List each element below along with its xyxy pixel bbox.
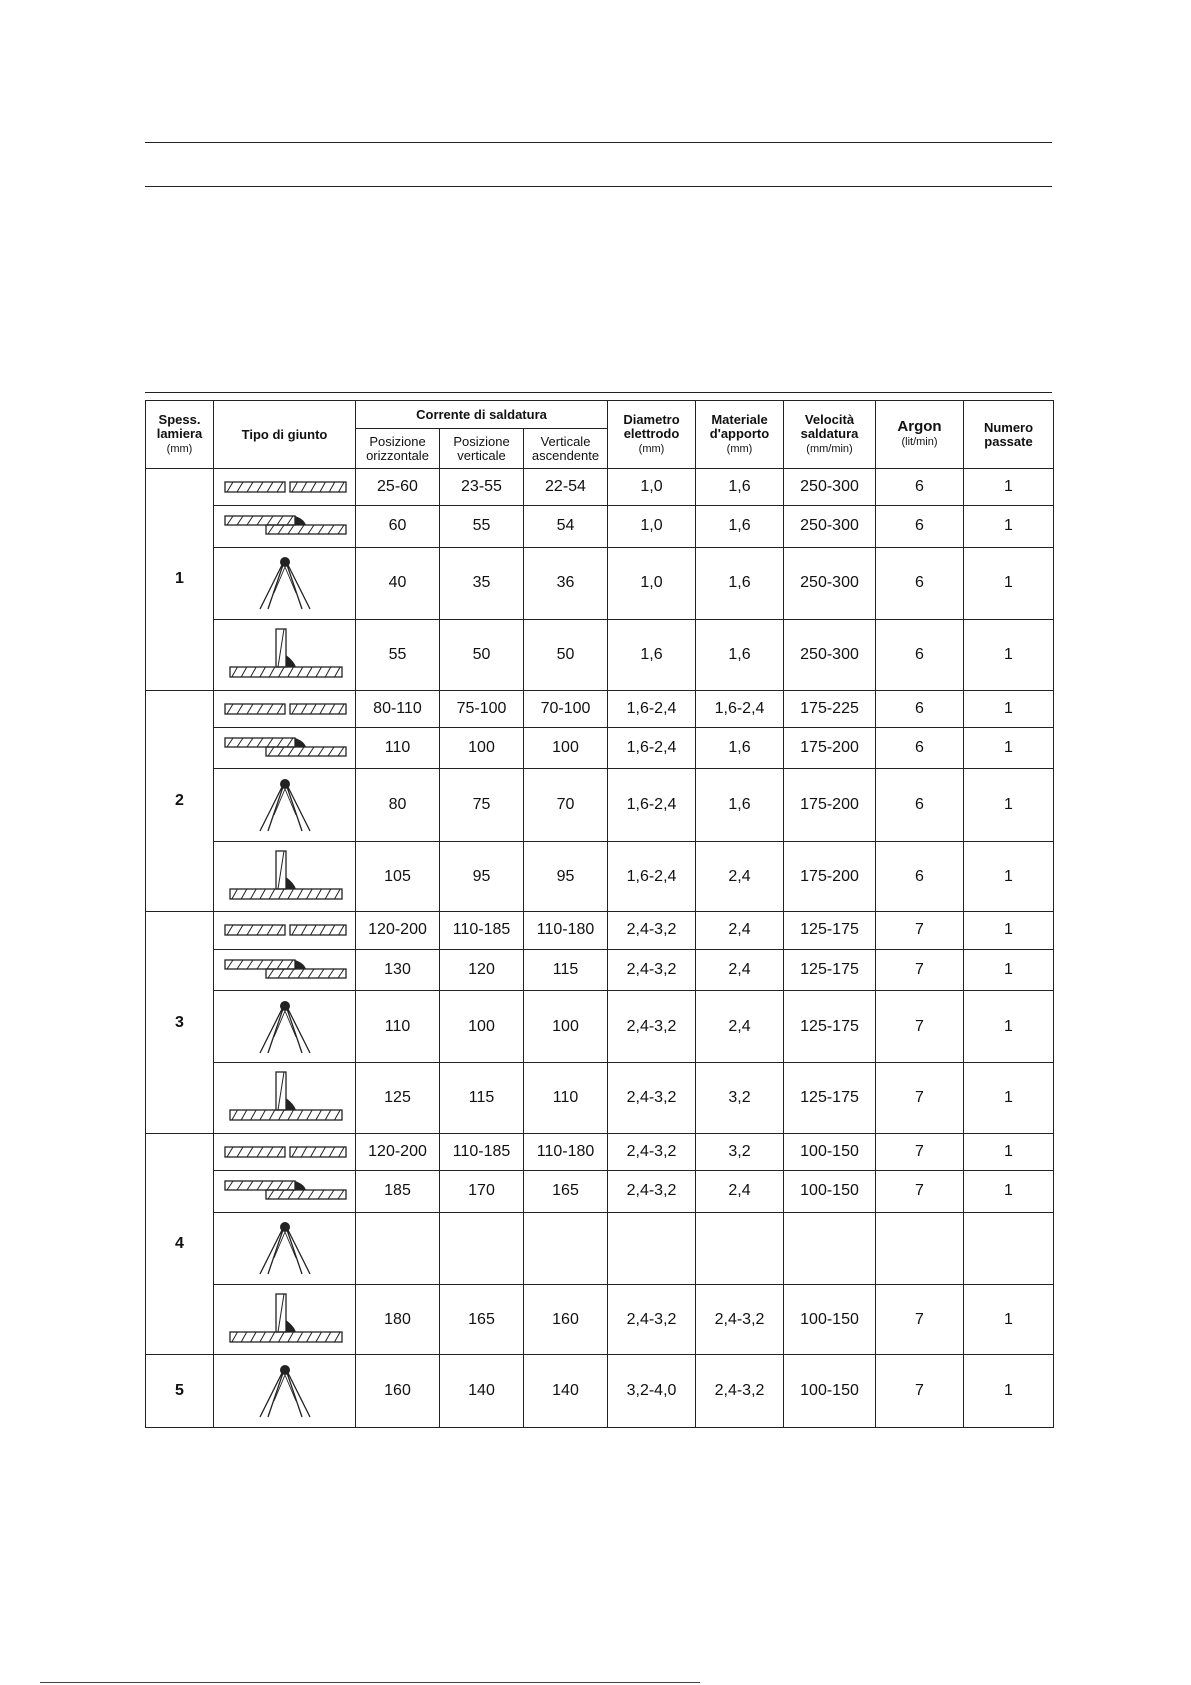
table-row — [146, 912, 1054, 949]
butt-joint-icon — [220, 699, 350, 719]
ascending-current-cell: 100 — [524, 990, 608, 1062]
pass-count-cell: 1 — [964, 912, 1054, 949]
welding-speed-cell: 100-150 — [784, 1285, 876, 1355]
welding-speed-header: Velocità saldatura (mm/min) — [784, 401, 876, 469]
joint-type-cell — [214, 949, 356, 990]
filler-diameter-cell: 1,6 — [696, 769, 784, 841]
filler-diameter-cell: 1,6 — [696, 727, 784, 768]
tee-joint-icon — [220, 1290, 350, 1350]
table-row — [146, 1133, 1054, 1170]
welding-speed-cell: 100-150 — [784, 1355, 876, 1428]
corner-joint-icon — [250, 997, 320, 1057]
corner-joint-icon — [250, 553, 320, 613]
table-row — [146, 547, 1054, 619]
welding-speed-cell: 175-200 — [784, 727, 876, 768]
welding-speed-cell: 125-175 — [784, 1063, 876, 1133]
argon-flow-cell: 7 — [876, 1063, 964, 1133]
ascending-current-cell: 110-180 — [524, 912, 608, 949]
filler-diameter-cell: 2,4 — [696, 912, 784, 949]
pass-count-cell: 1 — [964, 1171, 1054, 1212]
welding-speed-cell: 175-200 — [784, 841, 876, 911]
horizontal-current-cell: 25-60 — [356, 469, 440, 506]
thickness-header: Spess. lamiera (mm) — [146, 401, 214, 469]
pass-count-cell: 1 — [964, 727, 1054, 768]
vertical-current-cell: 170 — [440, 1171, 524, 1212]
bottom-rule — [40, 1682, 700, 1683]
ascending-current-cell: 22-54 — [524, 469, 608, 506]
pass-count-cell: 1 — [964, 547, 1054, 619]
joint-type-cell — [214, 1133, 356, 1170]
joint-type-cell — [214, 1285, 356, 1355]
thickness-cell: 2 — [146, 690, 214, 912]
welding-speed-cell: 250-300 — [784, 620, 876, 690]
vertical-current-cell: 95 — [440, 841, 524, 911]
argon-flow-cell: 7 — [876, 949, 964, 990]
welding-speed-cell: 125-175 — [784, 912, 876, 949]
table-row — [146, 727, 1054, 768]
pass-count-cell: 1 — [964, 1063, 1054, 1133]
filler-diameter-cell: 1,6 — [696, 547, 784, 619]
electrode-diameter-cell: 1,6-2,4 — [608, 727, 696, 768]
ascending-current-cell: 36 — [524, 547, 608, 619]
butt-joint-icon — [220, 920, 350, 940]
vertical-current-cell — [440, 1212, 524, 1284]
argon-flow-cell: 6 — [876, 506, 964, 547]
electrode-diameter-cell: 2,4-3,2 — [608, 1285, 696, 1355]
vertical-current-cell: 75-100 — [440, 690, 524, 727]
joint-type-cell — [214, 1171, 356, 1212]
argon-flow-cell: 6 — [876, 469, 964, 506]
table-row — [146, 469, 1054, 506]
argon-flow-cell: 7 — [876, 1133, 964, 1170]
joint-type-cell — [214, 469, 356, 506]
horizontal-current-cell: 55 — [356, 620, 440, 690]
horizontal-current-cell: 80-110 — [356, 690, 440, 727]
welding-speed-cell: 125-175 — [784, 990, 876, 1062]
horizontal-current-cell: 60 — [356, 506, 440, 547]
vertical-current-cell: 23-55 — [440, 469, 524, 506]
electrode-diameter-cell — [608, 1212, 696, 1284]
joint-type-cell — [214, 1212, 356, 1284]
filler-diameter-cell — [696, 1212, 784, 1284]
pass-count-cell: 1 — [964, 506, 1054, 547]
joint-type-cell — [214, 727, 356, 768]
horizontal-current-cell: 120-200 — [356, 1133, 440, 1170]
pass-count-cell: 1 — [964, 620, 1054, 690]
electrode-diameter-cell: 3,2-4,0 — [608, 1355, 696, 1428]
vertical-current-cell: 115 — [440, 1063, 524, 1133]
horizontal-current-cell — [356, 1212, 440, 1284]
joint-type-cell — [214, 620, 356, 690]
tee-joint-icon — [220, 1068, 350, 1128]
joint-type-cell — [214, 912, 356, 949]
table-row — [146, 690, 1054, 727]
argon-flow-cell: 6 — [876, 620, 964, 690]
argon-flow-cell: 7 — [876, 990, 964, 1062]
electrode-diameter-cell: 2,4-3,2 — [608, 1063, 696, 1133]
argon-flow-cell: 7 — [876, 1285, 964, 1355]
ascending-current-cell: 165 — [524, 1171, 608, 1212]
pass-count-cell: 1 — [964, 990, 1054, 1062]
argon-flow-cell — [876, 1212, 964, 1284]
joint-type-cell — [214, 506, 356, 547]
corner-joint-icon — [250, 1361, 320, 1421]
joint-type-cell — [214, 690, 356, 727]
current-header: Corrente di saldatura — [356, 401, 608, 429]
filler-diameter-cell: 2,4 — [696, 949, 784, 990]
argon-flow-cell: 7 — [876, 1355, 964, 1428]
table-row — [146, 769, 1054, 841]
ascending-current-cell — [524, 1212, 608, 1284]
vertical-current-cell: 100 — [440, 990, 524, 1062]
welding-speed-cell: 250-300 — [784, 547, 876, 619]
electrode-diameter-cell: 2,4-3,2 — [608, 912, 696, 949]
joint-type-cell — [214, 1063, 356, 1133]
passes-header: Numero passate — [964, 401, 1054, 469]
horizontal-current-cell: 180 — [356, 1285, 440, 1355]
vertical-current-cell: 165 — [440, 1285, 524, 1355]
horizontal-current-cell: 160 — [356, 1355, 440, 1428]
top-rule — [145, 142, 1052, 143]
argon-flow-cell: 6 — [876, 841, 964, 911]
argon-flow-cell: 6 — [876, 727, 964, 768]
lap-joint-icon — [220, 955, 350, 985]
table-row — [146, 1212, 1054, 1284]
butt-joint-icon — [220, 477, 350, 497]
welding-speed-cell: 100-150 — [784, 1133, 876, 1170]
vertical-current-cell: 75 — [440, 769, 524, 841]
table-row — [146, 1285, 1054, 1355]
electrode-diameter-cell: 2,4-3,2 — [608, 1133, 696, 1170]
joint-type-cell — [214, 547, 356, 619]
ascending-current-cell: 110 — [524, 1063, 608, 1133]
electrode-diameter-cell: 1,0 — [608, 547, 696, 619]
welding-speed-cell: 100-150 — [784, 1171, 876, 1212]
electrode-diameter-cell: 1,6-2,4 — [608, 841, 696, 911]
filler-diameter-cell: 1,6-2,4 — [696, 690, 784, 727]
table-row — [146, 1171, 1054, 1212]
electrode-diameter-cell: 2,4-3,2 — [608, 1171, 696, 1212]
filler-diameter-cell: 3,2 — [696, 1133, 784, 1170]
electrode-diameter-cell: 1,0 — [608, 506, 696, 547]
lap-joint-icon — [220, 511, 350, 541]
vertical-current-cell: 100 — [440, 727, 524, 768]
filler-diameter-cell: 2,4-3,2 — [696, 1285, 784, 1355]
pass-count-cell: 1 — [964, 1285, 1054, 1355]
ascending-current-cell: 160 — [524, 1285, 608, 1355]
butt-joint-icon — [220, 1142, 350, 1162]
ascending-current-cell: 54 — [524, 506, 608, 547]
table-row — [146, 990, 1054, 1062]
table-top-rule — [145, 392, 1052, 393]
horizontal-current-cell: 105 — [356, 841, 440, 911]
horizontal-current-cell: 185 — [356, 1171, 440, 1212]
filler-diameter-cell: 2,4 — [696, 841, 784, 911]
ascending-current-cell: 140 — [524, 1355, 608, 1428]
thickness-cell: 3 — [146, 912, 214, 1134]
corner-joint-icon — [250, 1218, 320, 1278]
electrode-diameter-cell: 2,4-3,2 — [608, 949, 696, 990]
joint-type-cell — [214, 1355, 356, 1428]
lap-joint-icon — [220, 1176, 350, 1206]
filler-diameter-cell: 2,4 — [696, 1171, 784, 1212]
pass-count-cell: 1 — [964, 469, 1054, 506]
thickness-cell: 4 — [146, 1133, 214, 1355]
ascending-current-cell: 95 — [524, 841, 608, 911]
table-row — [146, 506, 1054, 547]
pass-count-cell — [964, 1212, 1054, 1284]
electrode-diameter-cell: 1,6-2,4 — [608, 769, 696, 841]
welding-speed-cell: 175-225 — [784, 690, 876, 727]
pass-count-cell: 1 — [964, 1355, 1054, 1428]
horizontal-current-cell: 130 — [356, 949, 440, 990]
tee-joint-icon — [220, 625, 350, 685]
table-row — [146, 1063, 1054, 1133]
welding-parameters-table — [145, 400, 1054, 1428]
welding-speed-cell: 175-200 — [784, 769, 876, 841]
pass-count-cell: 1 — [964, 949, 1054, 990]
corner-joint-icon — [250, 775, 320, 835]
filler-material-header: Materiale d'apporto (mm) — [696, 401, 784, 469]
table-row — [146, 1355, 1054, 1428]
vertical-current-cell: 110-185 — [440, 1133, 524, 1170]
table-row — [146, 949, 1054, 990]
ascending-current-cell: 70-100 — [524, 690, 608, 727]
vertical-current-cell: 140 — [440, 1355, 524, 1428]
argon-flow-cell: 6 — [876, 690, 964, 727]
horizontal-current-cell: 110 — [356, 990, 440, 1062]
vertical-current-cell: 50 — [440, 620, 524, 690]
argon-flow-cell: 6 — [876, 547, 964, 619]
joint-type-cell — [214, 990, 356, 1062]
argon-flow-cell: 7 — [876, 1171, 964, 1212]
ascending-current-cell: 110-180 — [524, 1133, 608, 1170]
ascending-current-cell: 115 — [524, 949, 608, 990]
horizontal-current-cell: 110 — [356, 727, 440, 768]
thickness-cell: 5 — [146, 1355, 214, 1428]
ascending-current-cell: 50 — [524, 620, 608, 690]
ascending-current-cell: 100 — [524, 727, 608, 768]
horizontal-position-header: Posizione orizzontale — [356, 429, 440, 469]
pass-count-cell: 1 — [964, 690, 1054, 727]
electrode-diameter-cell: 1,6-2,4 — [608, 690, 696, 727]
filler-diameter-cell: 1,6 — [696, 506, 784, 547]
electrode-diameter-cell: 1,0 — [608, 469, 696, 506]
vertical-ascending-header: Verticale ascendente — [524, 429, 608, 469]
electrode-diameter-cell: 1,6 — [608, 620, 696, 690]
pass-count-cell: 1 — [964, 769, 1054, 841]
welding-speed-cell: 125-175 — [784, 949, 876, 990]
ascending-current-cell: 70 — [524, 769, 608, 841]
welding-speed-cell: 250-300 — [784, 469, 876, 506]
table-row — [146, 620, 1054, 690]
second-rule — [145, 186, 1052, 187]
electrode-diameter-cell: 2,4-3,2 — [608, 990, 696, 1062]
thickness-cell: 1 — [146, 469, 214, 691]
argon-flow-cell: 6 — [876, 769, 964, 841]
filler-diameter-cell: 2,4-3,2 — [696, 1355, 784, 1428]
vertical-current-cell: 55 — [440, 506, 524, 547]
filler-diameter-cell: 2,4 — [696, 990, 784, 1062]
lap-joint-icon — [220, 733, 350, 763]
horizontal-current-cell: 80 — [356, 769, 440, 841]
electrode-diameter-header: Diametro elettrodo (mm) — [608, 401, 696, 469]
horizontal-current-cell: 40 — [356, 547, 440, 619]
joint-type-header: Tipo di giunto — [214, 401, 356, 469]
pass-count-cell: 1 — [964, 1133, 1054, 1170]
filler-diameter-cell: 1,6 — [696, 620, 784, 690]
argon-header: Argon (lit/min) — [876, 401, 964, 469]
vertical-position-header: Posizione verticale — [440, 429, 524, 469]
tee-joint-icon — [220, 847, 350, 907]
filler-diameter-cell: 1,6 — [696, 469, 784, 506]
argon-flow-cell: 7 — [876, 912, 964, 949]
welding-speed-cell: 250-300 — [784, 506, 876, 547]
vertical-current-cell: 35 — [440, 547, 524, 619]
pass-count-cell: 1 — [964, 841, 1054, 911]
vertical-current-cell: 110-185 — [440, 912, 524, 949]
horizontal-current-cell: 120-200 — [356, 912, 440, 949]
joint-type-cell — [214, 769, 356, 841]
filler-diameter-cell: 3,2 — [696, 1063, 784, 1133]
joint-type-cell — [214, 841, 356, 911]
vertical-current-cell: 120 — [440, 949, 524, 990]
horizontal-current-cell: 125 — [356, 1063, 440, 1133]
welding-speed-cell — [784, 1212, 876, 1284]
table-row — [146, 841, 1054, 911]
